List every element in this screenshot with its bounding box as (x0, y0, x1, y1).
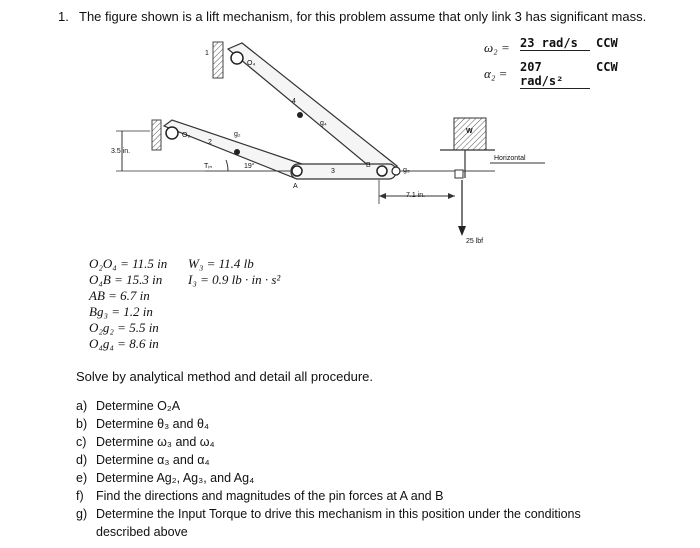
alpha2-value: 207 rad/s² (520, 60, 590, 89)
task-letter: f) (76, 489, 84, 503)
label-g2: g₂ (234, 131, 241, 138)
task-text: Determine θ₃ and θ₄ (96, 417, 210, 431)
dim-71-left-arrow (379, 193, 386, 199)
label-tin: Tᵢₙ (204, 163, 213, 170)
alpha2-direction: CCW (596, 60, 618, 74)
angle-arc (226, 160, 228, 171)
label-a: A (293, 183, 298, 190)
given-i3: I₃ = 0.9 lb · in · s² (188, 272, 281, 287)
task-letter: a) (76, 399, 88, 413)
given-o4g4: O₄g₄ = 8.6 in (89, 336, 159, 351)
label-angle: 19° (244, 163, 255, 170)
ground-o4 (213, 42, 223, 78)
given-o4b: O₄B = 15.3 in (89, 272, 163, 287)
problem-number: 1. (58, 9, 69, 24)
task-item-g (76, 505, 616, 541)
pin-a (292, 166, 302, 176)
instructions: Solve by analytical method and detail all procedure. (76, 369, 374, 384)
omega2-direction: CCW (596, 36, 618, 50)
lift-mechanism-figure (0, 0, 700, 260)
given-o2o4: O₂O₄ = 11.5 in (89, 256, 168, 271)
label-link4: 4 (292, 98, 296, 105)
task-text: Determine α₃ and α₄ (96, 453, 210, 467)
task-letter: e) (76, 471, 88, 485)
task-text: Find the directions and magnitudes of the pin forces at A and B (96, 489, 444, 503)
center-g2 (234, 149, 240, 155)
task-letter: d) (76, 453, 88, 467)
label-o2: O₂ (182, 132, 191, 139)
task-letter: c) (76, 435, 87, 449)
pivot-o2 (166, 127, 178, 139)
label-b: B (366, 162, 371, 169)
given-ab: AB = 6.7 in (89, 288, 150, 303)
label-link3: 3 (331, 168, 335, 175)
task-item-e (76, 469, 616, 487)
task-letter: b) (76, 417, 88, 431)
label-dim-35: 3.5 in. (111, 148, 131, 155)
platform-slot (455, 170, 463, 178)
label-link2: 2 (208, 139, 212, 146)
task-item-b (76, 415, 616, 433)
task-text: Determine O₂A (96, 399, 181, 413)
given-bg3: Bg₃ = 1.2 in (89, 304, 153, 319)
center-g3 (392, 167, 400, 175)
center-g4 (297, 112, 303, 118)
task-item-d (76, 451, 616, 469)
omega2-value: 23 rad/s (520, 36, 590, 51)
alpha2-label: α₂ = (484, 66, 508, 81)
task-text: Determine Ag₂, Ag₃, and Ag₄ (96, 471, 255, 485)
task-text: Determine the Input Torque to drive this mechanism in this position under the conditions described above (96, 507, 581, 539)
omega2-label: ω₂ = (484, 40, 510, 55)
link-2 (164, 120, 305, 179)
pivot-o4 (231, 52, 243, 64)
label-force: 25 lbf (466, 238, 484, 245)
label-g3: g₃ (403, 167, 410, 174)
label-w: W (466, 128, 473, 135)
task-item-f (76, 487, 616, 505)
task-text: Determine ω₃ and ω₄ (96, 435, 215, 449)
pin-b (377, 166, 387, 176)
task-list (76, 397, 616, 541)
task-item-c (76, 433, 616, 451)
label-horizontal: Horizontal (494, 155, 526, 162)
label-o4: O₄ (247, 60, 256, 67)
task-item-a (76, 397, 616, 415)
given-o2g2: O₂g₂ = 5.5 in (89, 320, 159, 335)
problem-statement: The figure shown is a lift mechanism, for this problem assume that only link 3 has significant mass. (79, 9, 647, 24)
label-dim-71: 7.1 in. (406, 192, 426, 199)
given-w3: W₃ = 11.4 lb (188, 256, 254, 271)
dim-71-right-arrow (448, 193, 455, 199)
ground-o2 (152, 120, 161, 150)
force-arrowhead (458, 226, 466, 236)
label-g4: g₄ (320, 120, 327, 127)
task-letter: g) (76, 507, 88, 521)
label-link1: 1 (205, 50, 209, 57)
